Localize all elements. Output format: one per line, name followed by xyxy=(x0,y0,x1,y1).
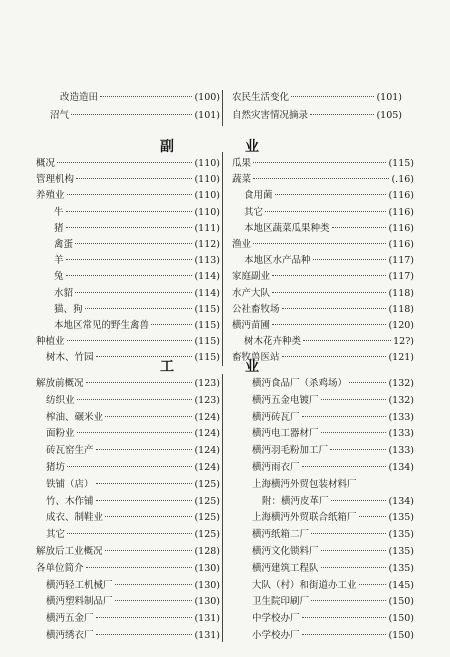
leader-dots xyxy=(291,96,374,97)
toc-entry-page: (115) xyxy=(194,352,220,364)
toc-entry xyxy=(54,318,220,334)
toc-entry xyxy=(244,253,414,269)
leader-dots xyxy=(253,243,386,244)
toc-entry xyxy=(244,221,414,237)
toc-entry-page: (123) xyxy=(194,394,220,406)
toc-entry-page: (132) xyxy=(388,394,414,406)
toc-entry-page: (115) xyxy=(388,158,414,169)
toc-entry-page: (101) xyxy=(194,110,220,121)
toc-entry-page: (117) xyxy=(388,255,414,267)
toc-entry-label: 横沔绣衣厂 xyxy=(46,630,94,641)
leader-dots xyxy=(96,500,193,501)
toc-entry-page: (114) xyxy=(194,287,220,299)
leader-dots xyxy=(96,483,193,484)
toc-entry xyxy=(252,561,414,577)
toc-entry-page: (110) xyxy=(194,190,220,202)
toc-entry-page: (100) xyxy=(194,92,220,103)
leader-dots xyxy=(321,432,387,433)
toc-entry-page: (120) xyxy=(388,320,414,331)
toc-entry xyxy=(54,253,220,269)
toc-entry xyxy=(50,108,220,124)
toc-entry-page: (135) xyxy=(388,529,414,541)
toc-entry xyxy=(244,205,414,221)
toc-entry xyxy=(232,172,414,188)
leader-dots xyxy=(75,292,192,293)
toc-entry-page: (131) xyxy=(194,613,220,625)
leader-dots xyxy=(85,308,193,309)
toc-entry-page: (113) xyxy=(194,255,220,267)
toc-entry xyxy=(60,90,220,106)
leader-dots xyxy=(96,634,193,635)
toc-entry-page: (116) xyxy=(388,239,414,250)
toc-entry-page: (124) xyxy=(194,445,220,457)
toc-entry-label: 沼气 xyxy=(50,110,70,121)
leader-dots xyxy=(66,259,193,260)
toc-entry xyxy=(232,90,402,106)
toc-entry-label: 羊 xyxy=(54,255,64,267)
toc-entry-label: 横沔食品厂（杀鸡场） xyxy=(252,378,348,389)
toc-entry xyxy=(252,594,414,610)
toc-entry xyxy=(252,510,414,526)
toc-entry xyxy=(46,510,220,526)
leader-dots xyxy=(105,516,192,517)
toc-entry-label: 解放前概况 xyxy=(36,378,84,389)
toc-entry-label: 面粉业 xyxy=(46,428,75,440)
toc-entry-label: 横沔文化锁料厂 xyxy=(252,546,319,557)
leader-dots xyxy=(310,114,374,115)
toc-entry-label: 畜牧兽医站 xyxy=(232,352,280,364)
toc-entry xyxy=(252,477,414,493)
leader-dots xyxy=(66,227,193,228)
toc-entry xyxy=(46,594,220,610)
leader-dots xyxy=(282,308,387,309)
toc-entry-label: 养殖业 xyxy=(36,190,65,202)
toc-entry xyxy=(46,628,220,644)
toc-entry-label: 猫、狗 xyxy=(54,303,83,315)
leader-dots xyxy=(359,584,387,585)
toc-entry-page: (.16) xyxy=(391,174,414,186)
toc-entry-label: 榨油、碾米业 xyxy=(46,411,104,423)
leader-dots xyxy=(77,399,193,400)
leader-dots xyxy=(302,617,387,618)
toc-entry-label: 渔业 xyxy=(232,239,252,250)
leader-dots xyxy=(349,382,386,383)
toc-entry-label: 附：横沔皮革厂 xyxy=(262,495,329,507)
toc-entry-label: 种植业 xyxy=(36,336,65,348)
toc-entry-label: 横沔雨衣厂 xyxy=(252,462,300,473)
toc-entry-label: 本地区水产品种 xyxy=(244,255,311,267)
leader-dots xyxy=(272,275,386,276)
toc-entry-page: (150) xyxy=(388,613,414,625)
leader-dots xyxy=(66,211,193,212)
toc-entry-label: 兔 xyxy=(54,271,64,283)
toc-entry-label: 解放后工业概况 xyxy=(36,546,103,557)
section-heading-gongye-2: 业 xyxy=(245,359,259,375)
toc-entry-label: 砖瓦窑生产 xyxy=(46,445,94,457)
toc-entry-page: (133) xyxy=(388,445,414,457)
toc-entry xyxy=(232,156,414,172)
toc-entry-page: (111) xyxy=(194,222,220,234)
leader-dots xyxy=(311,600,386,601)
leader-dots xyxy=(96,617,193,618)
leader-dots xyxy=(115,600,193,601)
toc-entry-label: 上海横沔外贸联合纸箱厂 xyxy=(252,512,357,524)
leader-dots xyxy=(67,466,192,467)
toc-entry xyxy=(252,611,414,627)
toc-entry xyxy=(46,350,220,366)
leader-dots xyxy=(359,516,387,517)
toc-entry xyxy=(252,443,414,459)
toc-entry-page: (115) xyxy=(194,303,220,315)
toc-entry xyxy=(232,237,414,253)
leader-dots xyxy=(67,194,193,195)
leader-dots xyxy=(66,275,193,276)
toc-entry-page: (105) xyxy=(376,110,402,121)
toc-entry-page: (124) xyxy=(194,462,220,473)
toc-entry-label: 横沔五金电镀厂 xyxy=(252,394,319,406)
toc-entry-page: (135) xyxy=(388,546,414,557)
toc-entry-label: 树木、竹园 xyxy=(46,352,94,364)
toc-entry-page: (131) xyxy=(194,630,220,641)
toc-entry xyxy=(46,527,220,543)
toc-entry-label: 管理机构 xyxy=(36,174,75,186)
toc-entry xyxy=(232,286,414,302)
leader-dots xyxy=(311,533,386,534)
toc-entry-page: (133) xyxy=(388,428,414,440)
toc-entry xyxy=(232,302,414,318)
leader-dots xyxy=(302,466,387,467)
leader-dots xyxy=(105,550,193,551)
leader-dots xyxy=(76,178,192,179)
toc-entry-page: (101) xyxy=(376,92,402,103)
toc-entry-page: (125) xyxy=(194,529,220,541)
toc-entry xyxy=(36,561,220,577)
toc-entry xyxy=(54,221,220,237)
leader-dots xyxy=(67,340,193,341)
leader-dots xyxy=(151,324,192,325)
toc-entry-page: (128) xyxy=(194,546,220,557)
toc-entry xyxy=(252,460,414,476)
toc-entry-page: (125) xyxy=(194,495,220,507)
leader-dots xyxy=(321,550,387,551)
toc-entry xyxy=(232,269,414,285)
leader-dots xyxy=(75,243,192,244)
toc-entry-label: 其它 xyxy=(46,529,66,541)
fuye-divider xyxy=(222,152,223,366)
toc-entry-label: 猪 xyxy=(54,222,64,234)
toc-entry-page: (117) xyxy=(388,271,414,283)
toc-entry-label: 横沔建筑工程队 xyxy=(252,562,319,574)
toc-entry-label: 公社畜牧场 xyxy=(232,303,280,315)
leader-dots xyxy=(77,432,193,433)
toc-entry-page: (118) xyxy=(388,303,414,315)
toc-entry-label: 水产大队 xyxy=(232,287,271,299)
toc-entry xyxy=(252,410,414,426)
toc-entry-page: (124) xyxy=(194,411,220,423)
toc-entry-label: 成衣、制鞋业 xyxy=(46,512,104,524)
toc-entry-label: 水貂 xyxy=(54,287,74,299)
toc-entry xyxy=(36,334,220,350)
leader-dots xyxy=(253,178,389,179)
toc-entry-label: 横沔电工器材厂 xyxy=(252,428,319,440)
toc-entry-page: (116) xyxy=(388,222,414,234)
leader-dots xyxy=(303,340,391,341)
toc-entry-label: 纺织业 xyxy=(46,394,75,406)
toc-entry-page: (130) xyxy=(194,596,220,608)
leader-dots xyxy=(86,382,193,383)
toc-entry xyxy=(46,578,220,594)
leader-dots xyxy=(96,356,193,357)
section-heading-fuye-1: 副 xyxy=(160,139,174,155)
leader-dots xyxy=(282,356,387,357)
toc-entry xyxy=(244,334,414,350)
toc-entry xyxy=(46,443,220,459)
toc-entry xyxy=(36,544,220,560)
toc-entry xyxy=(232,108,402,124)
toc-entry xyxy=(54,205,220,221)
toc-entry-page: (124) xyxy=(194,428,220,440)
toc-entry-label: 改造造田 xyxy=(60,92,99,103)
toc-entry xyxy=(252,426,414,442)
toc-entry-page: (135) xyxy=(388,562,414,574)
leader-dots xyxy=(57,162,192,163)
toc-entry-page: (115) xyxy=(194,320,220,331)
toc-entry-label: 铁铺（店） xyxy=(46,478,94,490)
toc-entry-label: 农民生活变化 xyxy=(232,92,290,103)
toc-entry-label: 竹、木作铺 xyxy=(46,495,94,507)
toc-entry-label: 横沔塑料制品厂 xyxy=(46,596,113,608)
toc-entry-label: 横沔纸箱二厂 xyxy=(252,529,310,541)
toc-entry xyxy=(36,376,220,392)
toc-entry-page: (110) xyxy=(194,206,220,218)
toc-entry-label: 家庭副业 xyxy=(232,271,271,283)
leader-dots xyxy=(272,292,386,293)
leader-dots xyxy=(332,227,387,228)
toc-entry-page: (123) xyxy=(194,378,220,389)
toc-entry xyxy=(46,393,220,409)
gongye-divider xyxy=(222,374,223,642)
toc-entry-label: 瓜果 xyxy=(232,158,252,169)
leader-dots xyxy=(86,567,193,568)
toc-entry xyxy=(36,156,220,172)
toc-entry xyxy=(262,494,414,510)
toc-entry xyxy=(46,460,220,476)
leader-dots xyxy=(331,500,387,501)
toc-entry-label: 自然灾害情况摘录 xyxy=(232,110,309,121)
leader-dots xyxy=(253,162,386,163)
toc-entry-label: 横沔苗圃 xyxy=(232,320,271,331)
toc-entry-page: (110) xyxy=(194,158,220,169)
toc-entry-label: 其它 xyxy=(244,206,264,218)
toc-entry-page: (116) xyxy=(388,190,414,202)
toc-entry xyxy=(46,477,220,493)
toc-entry-label: 上海横沔外贸包装材料厂 xyxy=(252,478,357,490)
toc-entry-label: 禽蛋 xyxy=(54,239,74,250)
toc-entry-label: 小学校办厂 xyxy=(252,630,300,641)
leader-dots xyxy=(67,533,192,534)
toc-entry-page: (125) xyxy=(194,512,220,524)
toc-entry-page: (145) xyxy=(388,579,414,591)
leader-dots xyxy=(302,634,387,635)
toc-entry-page: (134) xyxy=(388,462,414,473)
toc-entry xyxy=(54,286,220,302)
leader-dots xyxy=(321,399,387,400)
top-divider xyxy=(222,90,223,126)
toc-entry-label: 本地区常见的野生禽兽 xyxy=(54,320,150,331)
leader-dots xyxy=(105,416,192,417)
toc-entry-label: 各单位简介 xyxy=(36,562,84,574)
leader-dots xyxy=(313,259,387,260)
toc-entry-page: 12?) xyxy=(393,336,414,348)
leader-dots xyxy=(330,449,386,450)
leader-dots xyxy=(265,211,386,212)
toc-entry-page: (114) xyxy=(194,271,220,283)
toc-entry xyxy=(46,426,220,442)
toc-entry-label: 概况 xyxy=(36,158,56,169)
toc-entry xyxy=(252,578,414,594)
toc-entry xyxy=(252,544,414,560)
toc-entry-label: 树木花卉种类 xyxy=(244,336,302,348)
toc-entry xyxy=(252,393,414,409)
toc-entry xyxy=(54,302,220,318)
toc-entry xyxy=(46,611,220,627)
leader-dots xyxy=(321,567,387,568)
leader-dots xyxy=(100,96,192,97)
toc-entry-label: 蔬菜 xyxy=(232,174,252,186)
toc-entry xyxy=(36,188,220,204)
section-heading-gongye-1: 工 xyxy=(160,359,174,375)
toc-entry-label: 横沔轻工机械厂 xyxy=(46,579,113,591)
toc-entry-label: 猪坊 xyxy=(46,462,66,473)
toc-entry-label: 食用菌 xyxy=(244,190,273,202)
toc-entry xyxy=(252,376,414,392)
toc-entry-page: (133) xyxy=(388,411,414,423)
toc-entry-label: 大队（村）和街道办工业 xyxy=(252,579,357,591)
leader-dots xyxy=(302,416,387,417)
leader-dots xyxy=(96,449,193,450)
toc-entry xyxy=(54,237,220,253)
toc-entry-page: (130) xyxy=(194,562,220,574)
leader-dots xyxy=(272,324,386,325)
leader-dots xyxy=(275,194,387,195)
toc-entry-label: 横沔羽毛粉加工厂 xyxy=(252,445,329,457)
toc-entry xyxy=(252,628,414,644)
toc-entry-label: 横沔五金厂 xyxy=(46,613,94,625)
toc-entry-label: 横沔砖瓦厂 xyxy=(252,411,300,423)
toc-entry-page: (125) xyxy=(194,478,220,490)
toc-entry-page: (150) xyxy=(388,630,414,641)
toc-entry-label: 卫生院印刷厂 xyxy=(252,596,310,608)
toc-entry xyxy=(46,410,220,426)
toc-entry xyxy=(252,527,414,543)
toc-entry-page: (116) xyxy=(388,206,414,218)
toc-entry xyxy=(232,318,414,334)
toc-entry-page: (132) xyxy=(388,378,414,389)
toc-entry-page: (134) xyxy=(388,495,414,507)
toc-entry-page: (118) xyxy=(388,287,414,299)
toc-entry xyxy=(54,269,220,285)
toc-entry-page: (150) xyxy=(388,596,414,608)
toc-entry-label: 中学校办厂 xyxy=(252,613,300,625)
toc-entry-page: (121) xyxy=(388,352,414,364)
toc-entry xyxy=(36,172,220,188)
toc-entry xyxy=(244,188,414,204)
toc-entry-page: (112) xyxy=(194,239,220,250)
leader-dots xyxy=(115,584,193,585)
toc-entry-page: (135) xyxy=(388,512,414,524)
section-heading-fuye-2: 业 xyxy=(245,139,259,155)
toc-entry-label: 本地区蔬菜瓜果种类 xyxy=(244,222,330,234)
toc-entry-label: 牛 xyxy=(54,206,64,218)
toc-entry xyxy=(46,494,220,510)
leader-dots xyxy=(71,114,192,115)
toc-entry xyxy=(232,350,414,366)
toc-entry-page: (110) xyxy=(194,174,220,186)
toc-entry-page: (130) xyxy=(194,579,220,591)
toc-entry-page: (115) xyxy=(194,336,220,348)
